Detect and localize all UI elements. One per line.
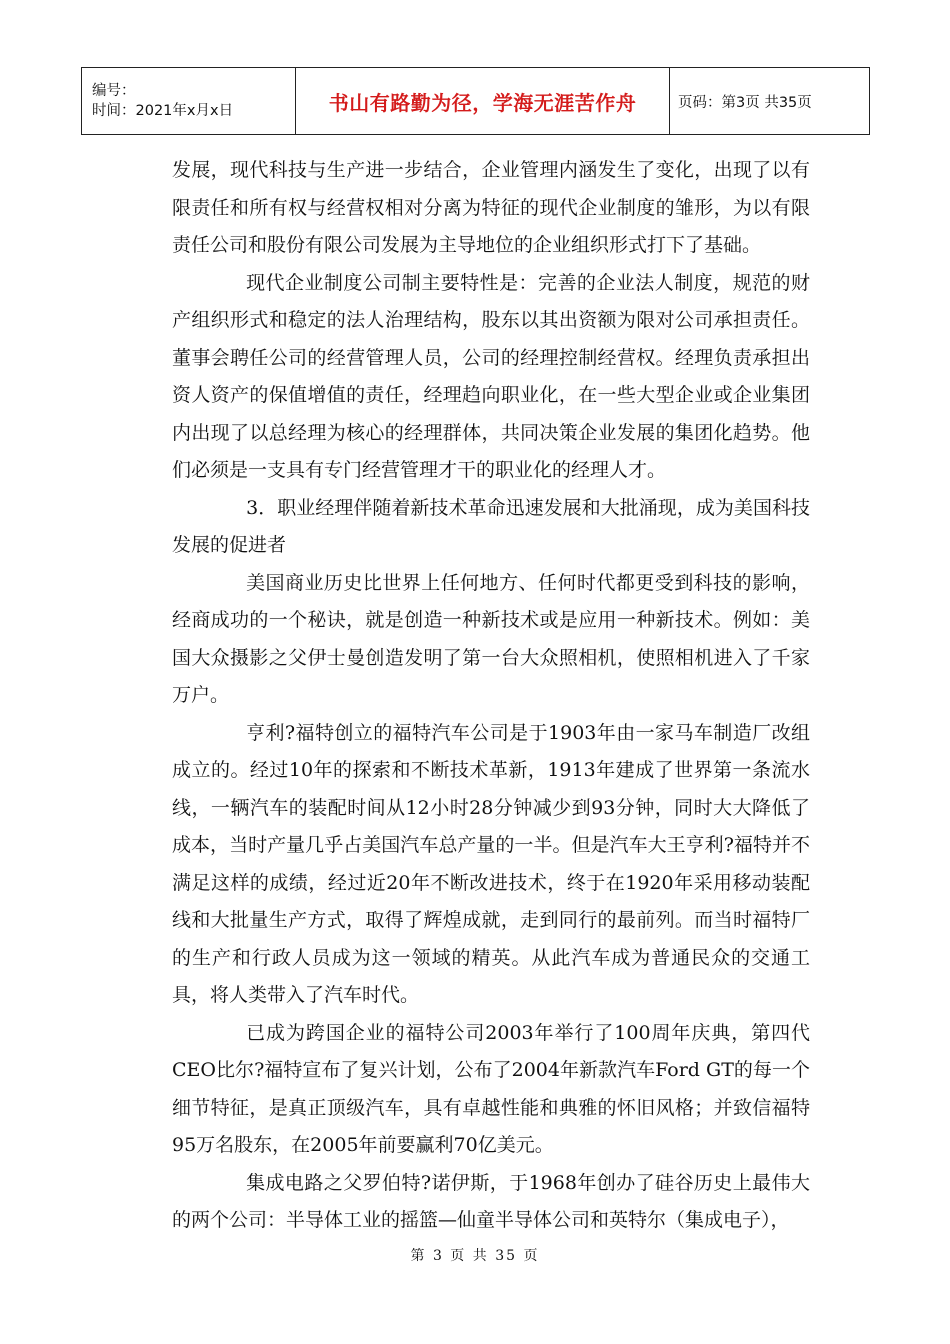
paragraph: 亨利?福特创立的福特汽车公司是于1903年由一家马车制造厂改组成立的。经过10年的探索和不断技术革新，1913年建成了世界第一条流水线，一辆汽车的装配时间从12小时28分钟减少到93分钟，同时大大降低了成本，当时产量几乎占美国汽车总产量的一半。但是汽车大王亨利?福特并不满足这样的成绩，经过近20年不断改进技术，终于在1920年采用移动装配线和大批量生产方式，取得了辉煌成就，走到同行的最前列。而当时福特厂的生产和行政人员成为这一领域的精英。从此汽车成为普通民众的交通工具，将人类带入了汽车时代。 [172,721,810,1006]
paragraph: 美国商业历史比世界上任何地方、任何时代都更受到科技的影响，经商成功的一个秘诀，就是创造一种新技术或是应用一种新技术。例如：美国大众摄影之父伊士曼创造发明了第一台大众照相机，使照相机进入了千家万户。 [172,571,810,706]
page-footer: 第 3 页 共 35 页 [410,1248,540,1264]
document-header [81,67,870,135]
paragraph: 集成电路之父罗伯特?诺伊斯，于1968年创办了硅谷历史上最伟大的两个公司：半导体工业的摇篮—仙童半导体公司和英特尔（集成电子）， [172,1171,810,1231]
document-number-label: 编号： [92,83,136,99]
header-motto: 书山有路勤为径，学海无涯苦作舟 [296,68,670,135]
paragraph-continued: 发展，现代科技与生产进一步结合，企业管理内涵发生了变化，出现了以有限责任和所有权与经营权相对分离为特征的现代企业制度的雏形，为以有限责任公司和股份有限公司发展为主导地位的企业组织形式打下了基础。 [172,159,810,256]
header-meta [82,68,296,135]
paragraph: 已成为跨国企业的福特公司2003年举行了100周年庆典，第四代CEO比尔?福特宣布了复兴计划，公布了2004年新款汽车Ford GT的每一个细节特征，是真正顶级汽车，具有卓越性能和典雅的怀旧风格；并致信福特95万名股东，在2005年前要赢利70亿美元。 [172,1021,810,1156]
section-heading: 3．职业经理伴随着新技术革命迅速发展和大批涌现，成为美国科技发展的促进者 [172,496,810,556]
document-date: 时间：2021年x月x日 [92,103,234,119]
paragraph: 现代企业制度公司制主要特性是：完善的企业法人制度，规范的财产组织形式和稳定的法人治理结构，股东以其出资额为限对公司承担责任。董事会聘任公司的经营管理人员，公司的经理控制经营权。经理负责承担出资人资产的保值增值的责任，经理趋向职业化，在一些大型企业或企业集团内出现了以总经理为核心的经理群体，共同决策企业发展的集团化趋势。他们必须是一支具有专门经营管理才干的职业化的经理人才。 [172,271,810,481]
document-body [172,152,810,1240]
header-page-info: 页码：第3页 共35页 [670,68,870,135]
